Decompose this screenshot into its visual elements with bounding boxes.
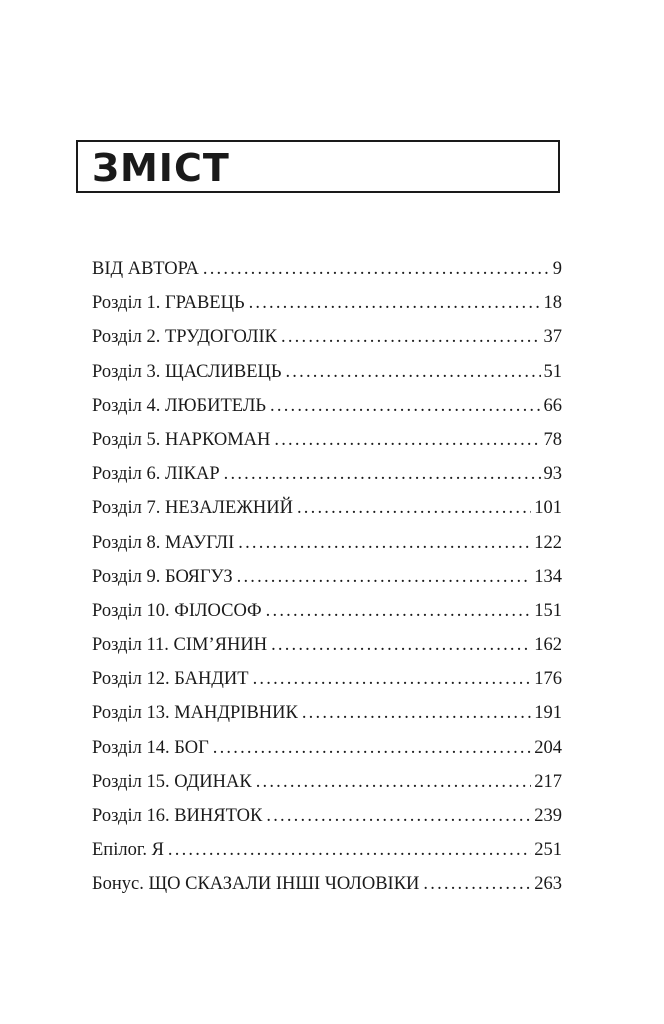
toc-entry-title: Розділ 13. МАНДРІВНИК: [92, 703, 298, 724]
toc-entry: [92, 526, 562, 560]
toc-entry-page-number: 9: [552, 259, 562, 279]
toc-entry: [92, 833, 562, 867]
toc-entry: [92, 765, 562, 799]
toc-entry: [92, 594, 562, 628]
toc-dot-leader: [423, 867, 531, 901]
toc-dot-leader: [274, 423, 540, 457]
toc-entry-title: Розділ 2. ТРУДОГОЛІК: [92, 327, 278, 348]
toc-dot-leader: [237, 560, 532, 594]
toc-dot-leader: [285, 355, 540, 389]
toc-entry-page-number: 122: [534, 532, 562, 553]
toc-entry-title: Розділ 6. ЛІКАР: [92, 464, 220, 485]
toc-entry-page-number: 239: [534, 806, 562, 826]
toc-entry-page-number: 217: [534, 771, 562, 792]
toc-entry-page-number: 251: [534, 840, 562, 861]
toc-entry-title: Бонус. ЩО СКАЗАЛИ ІНШІ ЧОЛОВІКИ: [92, 874, 420, 895]
table-of-contents: [92, 252, 562, 902]
toc-entry: [92, 252, 562, 286]
toc-dot-leader: [249, 286, 541, 320]
toc-entry: [92, 628, 562, 662]
toc-dot-leader: [271, 628, 531, 662]
toc-entry-page-number: 66: [543, 395, 562, 416]
toc-entry-title: Розділ 4. ЛЮБИТЕЛЬ: [92, 395, 267, 416]
toc-dot-leader: [203, 252, 550, 286]
toc-entry-title: Розділ 12. БАНДИТ: [92, 669, 249, 690]
toc-dot-leader: [213, 731, 531, 765]
toc-entry: [92, 389, 562, 423]
toc-entry-title: Розділ 11. СІМ’ЯНИН: [92, 635, 268, 656]
toc-entry-title: ВІД АВТОРА: [92, 259, 199, 279]
toc-entry-page-number: 134: [534, 566, 562, 587]
toc-dot-leader: [224, 457, 541, 491]
toc-entry-title: Епілог. Я: [92, 840, 164, 861]
toc-entry: [92, 731, 562, 765]
toc-entry-title: Розділ 5. НАРКОМАН: [92, 429, 271, 450]
toc-entry: [92, 662, 562, 696]
toc-dot-leader: [256, 765, 532, 799]
toc-entry: [92, 867, 562, 901]
page-title: ЗМІСТ: [92, 146, 230, 190]
toc-dot-leader: [270, 389, 540, 423]
toc-entry: [92, 423, 562, 457]
toc-entry-title: Розділ 1. ГРАВЕЦЬ: [92, 293, 245, 314]
toc-dot-leader: [302, 696, 531, 730]
toc-entry: [92, 355, 562, 389]
toc-entry-title: Розділ 16. ВИНЯТОК: [92, 806, 263, 826]
toc-entry-page-number: 78: [543, 429, 562, 450]
toc-entry: [92, 491, 562, 525]
toc-entry-page-number: 151: [534, 600, 562, 621]
toc-entry-title: Розділ 10. ФІЛОСОФ: [92, 600, 262, 621]
toc-dot-leader: [281, 320, 540, 354]
toc-entry: [92, 286, 562, 320]
toc-entry-title: Розділ 9. БОЯГУЗ: [92, 566, 233, 587]
toc-entry-page-number: 263: [534, 874, 562, 895]
contents-heading-box: [76, 140, 560, 193]
toc-entry-title: Розділ 8. МАУГЛІ: [92, 532, 235, 553]
toc-entry-title: Розділ 3. ЩАСЛИВЕЦЬ: [92, 361, 282, 382]
toc-entry-title: Розділ 14. БОГ: [92, 737, 209, 758]
toc-entry-page-number: 51: [543, 361, 562, 382]
toc-entry: [92, 696, 562, 730]
toc-entry-page-number: 37: [543, 327, 562, 348]
toc-entry-page-number: 176: [534, 669, 562, 690]
toc-entry-page-number: 18: [543, 293, 562, 314]
toc-dot-leader: [266, 594, 532, 628]
toc-entry: [92, 560, 562, 594]
toc-entry: [92, 320, 562, 354]
toc-dot-leader: [168, 833, 531, 867]
toc-entry-page-number: 191: [534, 703, 562, 724]
toc-entry-title: Розділ 15. ОДИНАК: [92, 771, 252, 792]
toc-entry: [92, 799, 562, 833]
toc-entry-title: Розділ 7. НЕЗАЛЕЖНИЙ: [92, 498, 293, 519]
toc-entry-page-number: 101: [534, 498, 562, 519]
toc-dot-leader: [297, 491, 531, 525]
toc-entry-page-number: 162: [534, 635, 562, 656]
toc-entry: [92, 457, 562, 491]
toc-entry-page-number: 204: [534, 737, 562, 758]
toc-dot-leader: [238, 526, 531, 560]
toc-dot-leader: [266, 799, 531, 833]
toc-dot-leader: [253, 662, 532, 696]
toc-entry-page-number: 93: [543, 464, 562, 485]
